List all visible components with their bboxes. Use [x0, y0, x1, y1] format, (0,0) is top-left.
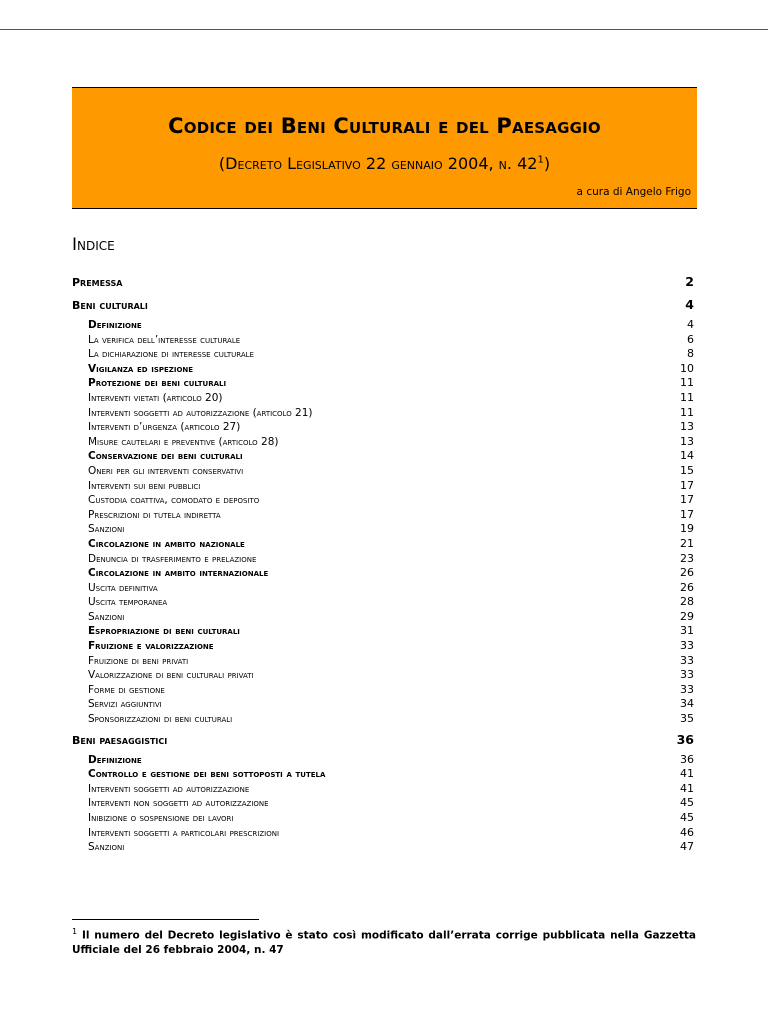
toc-entry-page: 28	[680, 595, 694, 609]
toc-entry[interactable]	[72, 840, 694, 855]
toc-entry[interactable]	[72, 712, 694, 727]
toc-entry[interactable]	[72, 753, 694, 768]
toc-entry-title: La verifica dell’interesse culturale	[88, 333, 241, 346]
toc-entry-title: Interventi soggetti ad autorizzazione	[88, 782, 250, 795]
toc-entry-page: 10	[680, 361, 694, 375]
toc-entry-title: Sponsorizzazioni di beni culturali	[88, 713, 233, 726]
toc-entry[interactable]	[72, 654, 694, 669]
toc-entry[interactable]	[72, 435, 694, 450]
toc-entry-title: Sanzioni	[88, 610, 125, 623]
toc-entry[interactable]	[72, 826, 694, 841]
toc-entry-title: Controllo e gestione dei beni sottoposti a tutela	[88, 768, 326, 781]
toc-entry[interactable]	[72, 508, 694, 523]
toc-entry-title: Sanzioni	[88, 523, 125, 536]
toc-entry-title: Denuncia di trasferimento e prelazione	[88, 552, 257, 565]
toc-entry-page: 11	[680, 405, 694, 419]
toc-entry-page: 8	[687, 347, 694, 361]
toc-entry[interactable]	[72, 406, 694, 421]
toc-entry-page: 26	[680, 580, 694, 594]
toc-entry-page: 47	[680, 840, 694, 854]
toc-entry-page: 19	[680, 522, 694, 536]
toc-entry-page: 35	[680, 712, 694, 726]
toc-entry[interactable]	[72, 639, 694, 654]
toc-entry-title: Conservazione dei beni culturali	[88, 450, 243, 463]
toc-entry-page: 23	[680, 551, 694, 565]
toc-entry-title: Interventi soggetti ad autorizzazione (articolo 21)	[88, 406, 313, 419]
toc-entry-title: Vigilanza ed ispezione	[88, 362, 194, 375]
footnote-marker: 1	[72, 927, 78, 936]
toc-entry-page: 41	[680, 781, 694, 795]
toc-entry[interactable]	[72, 624, 694, 639]
toc-entry-page: 17	[680, 493, 694, 507]
toc-entry-page: 13	[680, 434, 694, 448]
toc-entry-page: 6	[687, 332, 694, 346]
toc-entry[interactable]	[72, 796, 694, 811]
toc-entry-title: Interventi non soggetti ad autorizzazione	[88, 797, 269, 810]
toc-entry[interactable]	[72, 493, 694, 508]
toc-entry-title: Circolazione in ambito nazionale	[88, 537, 245, 550]
page-top-rule	[0, 29, 768, 30]
toc-entry-title: Uscita temporanea	[88, 596, 168, 609]
footnote-text: Il numero del Decreto legislativo è stato così modificato dall’errata corrige pubblicata nella Gazzetta Ufficiale del 26 febbraio 2004, n. 47	[72, 929, 696, 956]
footnote-reference[interactable]: 1	[537, 154, 544, 166]
toc-entry-page: 33	[680, 653, 694, 667]
toc-entry[interactable]	[72, 581, 694, 596]
toc-entry-page: 41	[680, 767, 694, 781]
document-subtitle	[72, 154, 697, 173]
toc-entry-title: Interventi soggetti a particolari prescrizioni	[88, 826, 280, 839]
toc-entry[interactable]	[72, 668, 694, 683]
toc-section[interactable]	[72, 730, 694, 750]
index-heading: Indice	[72, 235, 115, 255]
toc-entry-page: 33	[680, 639, 694, 653]
toc-entry-title: Interventi vietati (articolo 20)	[88, 391, 223, 404]
toc-entry-page: 21	[680, 536, 694, 550]
toc-entry[interactable]	[72, 782, 694, 797]
title-banner	[72, 87, 697, 209]
toc-entry[interactable]	[72, 464, 694, 479]
toc-section[interactable]	[72, 295, 694, 315]
toc-entry[interactable]	[72, 811, 694, 826]
toc-entry-title: Forme di gestione	[88, 683, 165, 696]
toc-entry-page: 29	[680, 609, 694, 623]
toc-entry-page: 36	[680, 752, 694, 766]
toc-entry[interactable]	[72, 522, 694, 537]
toc-entry-page: 17	[680, 478, 694, 492]
toc-entry-page: 13	[680, 420, 694, 434]
toc-entry[interactable]	[72, 610, 694, 625]
table-of-contents	[72, 270, 694, 855]
toc-entry-title: Valorizzazione di beni culturali privati	[88, 669, 254, 682]
toc-entry-page: 26	[680, 566, 694, 580]
toc-entry-page: 46	[680, 825, 694, 839]
toc-entry-title: Beni culturali	[72, 299, 148, 312]
toc-entry[interactable]	[72, 537, 694, 552]
toc-entry[interactable]	[72, 347, 694, 362]
toc-entry-title: Servizi aggiuntivi	[88, 698, 162, 711]
toc-entry-title: Misure cautelari e preventive (articolo 28)	[88, 435, 279, 448]
toc-entry-page: 15	[680, 463, 694, 477]
toc-entry-title: Premessa	[72, 276, 123, 289]
toc-entry-page: 11	[680, 376, 694, 390]
toc-entry[interactable]	[72, 420, 694, 435]
toc-entry-page: 33	[680, 668, 694, 682]
toc-entry[interactable]	[72, 566, 694, 581]
subtitle-text: Decreto Legislativo 22 gennaio 2004, n. 42	[225, 154, 538, 173]
toc-entry-page: 36	[676, 731, 694, 747]
toc-entry[interactable]	[72, 391, 694, 406]
toc-entry-title: Prescrizioni di tutela indiretta	[88, 508, 221, 521]
toc-entry-title: Protezione dei beni culturali	[88, 377, 227, 390]
toc-entry-title: Fruizione di beni privati	[88, 654, 189, 667]
toc-entry[interactable]	[72, 449, 694, 464]
toc-entry-title: Definizione	[88, 319, 142, 331]
toc-entry[interactable]	[72, 683, 694, 698]
toc-entry[interactable]	[72, 333, 694, 348]
toc-entry[interactable]	[72, 552, 694, 567]
toc-entry-page: 11	[680, 390, 694, 404]
toc-entry-title: La dichiarazione di interesse culturale	[88, 348, 254, 361]
subtitle-close-paren: )	[543, 154, 551, 173]
toc-entry-page: 4	[687, 318, 694, 331]
subtitle-open-paren: (	[218, 154, 226, 173]
editor-credit: a cura di Angelo Frigo	[576, 186, 691, 198]
toc-entry-title: Definizione	[88, 753, 142, 766]
toc-entry-page: 45	[680, 811, 694, 824]
toc-entry-page: 2	[685, 274, 694, 289]
toc-entry[interactable]	[72, 595, 694, 610]
toc-entry-title: Oneri per gli interventi conservativi	[88, 464, 244, 477]
toc-entry-page: 31	[680, 624, 694, 638]
toc-entry-title: Uscita definitiva	[88, 581, 158, 594]
toc-entry-page: 14	[680, 449, 694, 463]
toc-entry-page: 17	[680, 507, 694, 521]
toc-entry-title: Fruizione e valorizzazione	[88, 640, 214, 653]
toc-entry[interactable]	[72, 318, 694, 333]
toc-entry-page: 4	[685, 297, 694, 312]
toc-entry[interactable]	[72, 697, 694, 712]
toc-section[interactable]	[72, 272, 694, 292]
toc-entry-page: 45	[680, 796, 694, 810]
toc-entry-title: Circolazione in ambito internazionale	[88, 567, 269, 580]
document-title: Codice dei Beni Culturali e del Paesaggio	[168, 114, 601, 138]
toc-entry-title: Espropriazione di beni culturali	[88, 625, 240, 638]
toc-entry-page: 34	[680, 697, 694, 711]
toc-entry[interactable]	[72, 362, 694, 377]
footnote-rule	[72, 919, 259, 920]
toc-entry-title: Interventi sui beni pubblici	[88, 479, 201, 492]
toc-entry[interactable]	[72, 376, 694, 391]
toc-entry[interactable]	[72, 767, 694, 782]
toc-entry[interactable]	[72, 479, 694, 494]
toc-entry-page: 33	[680, 682, 694, 696]
toc-entry-title: Custodia coattiva, comodato e deposito	[88, 494, 260, 507]
footnote	[72, 925, 696, 957]
toc-entry-title: Interventi d’urgenza (articolo 27)	[88, 421, 241, 434]
toc-entry-title: Beni paesaggistici	[72, 733, 168, 747]
toc-entry-title: Inibizione o sospensione dei lavori	[88, 812, 234, 824]
toc-entry-title: Sanzioni	[88, 841, 125, 854]
